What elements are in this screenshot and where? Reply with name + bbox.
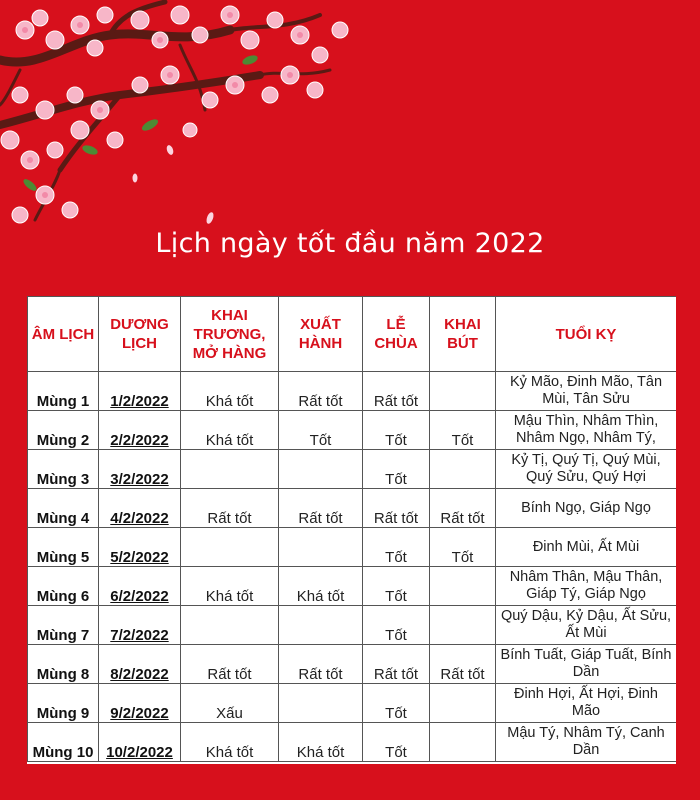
lunar-day-cell: Mùng 7: [28, 606, 99, 645]
table-row: [28, 450, 677, 489]
lucky-days-table-container: [27, 296, 676, 764]
xuat-hanh-cell: Tốt: [279, 411, 363, 450]
table-row: [28, 684, 677, 723]
le-chua-cell: Tốt: [363, 606, 430, 645]
le-chua-cell: Rất tốt: [363, 372, 430, 411]
lunar-day-cell: Mùng 3: [28, 450, 99, 489]
le-chua-cell: Tốt: [363, 567, 430, 606]
le-chua-cell: Rất tốt: [363, 645, 430, 684]
solar-date-cell: 7/2/2022: [99, 606, 181, 645]
tuoi-ky-cell: Bính Ngọ, Giáp Ngọ: [496, 489, 677, 528]
tuoi-ky-cell: Đinh Mùi, Ất Mùi: [496, 528, 677, 567]
khai-truong-cell: Khá tốt: [181, 723, 279, 762]
khai-but-cell: Rất tốt: [430, 645, 496, 684]
le-chua-cell: Tốt: [363, 528, 430, 567]
le-chua-cell: Tốt: [363, 684, 430, 723]
solar-date-cell: 1/2/2022: [99, 372, 181, 411]
xuat-hanh-cell: Rất tốt: [279, 645, 363, 684]
le-chua-cell: Tốt: [363, 450, 430, 489]
bottom-background-strip: [27, 764, 676, 800]
solar-date-cell: 8/2/2022: [99, 645, 181, 684]
khai-truong-cell: [181, 528, 279, 567]
table-row: [28, 723, 677, 762]
tuoi-ky-cell: Bính Tuất, Giáp Tuất, Bính Dần: [496, 645, 677, 684]
khai-but-cell: [430, 723, 496, 762]
solar-date-cell: 6/2/2022: [99, 567, 181, 606]
le-chua-cell: Rất tốt: [363, 489, 430, 528]
xuat-hanh-cell: Khá tốt: [279, 723, 363, 762]
lunar-day-cell: Mùng 8: [28, 645, 99, 684]
cherry-blossom-branch-illustration: [0, 0, 360, 240]
lunar-day-cell: Mùng 5: [28, 528, 99, 567]
header-khai-truong: KHAI TRƯƠNG, MỞ HÀNG: [181, 297, 279, 372]
lunar-day-cell: Mùng 2: [28, 411, 99, 450]
khai-truong-cell: [181, 606, 279, 645]
header-tuoi-ky: TUỔI KỴ: [496, 297, 677, 372]
table-row: [28, 411, 677, 450]
tuoi-ky-cell: Quý Dậu, Kỷ Dậu, Ất Sửu, Ất Mùi: [496, 606, 677, 645]
tuoi-ky-cell: Kỷ Mão, Đinh Mão, Tân Mùi, Tân Sửu: [496, 372, 677, 411]
table-row: [28, 567, 677, 606]
tuoi-ky-cell: Đinh Hợi, Ất Hợi, Đinh Mão: [496, 684, 677, 723]
xuat-hanh-cell: [279, 684, 363, 723]
table-row: [28, 645, 677, 684]
lunar-day-cell: Mùng 4: [28, 489, 99, 528]
lunar-day-cell: Mùng 1: [28, 372, 99, 411]
khai-truong-cell: Xấu: [181, 684, 279, 723]
xuat-hanh-cell: [279, 606, 363, 645]
khai-but-cell: Tốt: [430, 411, 496, 450]
le-chua-cell: Tốt: [363, 411, 430, 450]
xuat-hanh-cell: Khá tốt: [279, 567, 363, 606]
solar-date-cell: 5/2/2022: [99, 528, 181, 567]
tuoi-ky-cell: Nhâm Thân, Mậu Thân, Giáp Tý, Giáp Ngọ: [496, 567, 677, 606]
khai-truong-cell: Rất tốt: [181, 645, 279, 684]
khai-but-cell: [430, 606, 496, 645]
tuoi-ky-cell: Kỷ Tị, Quý Tị, Quý Mùi, Quý Sửu, Quý Hợi: [496, 450, 677, 489]
tuoi-ky-cell: Mậu Tý, Nhâm Tý, Canh Dần: [496, 723, 677, 762]
header-xuat-hanh: XUẤT HÀNH: [279, 297, 363, 372]
xuat-hanh-cell: [279, 528, 363, 567]
xuat-hanh-cell: Rất tốt: [279, 372, 363, 411]
lunar-day-cell: Mùng 6: [28, 567, 99, 606]
khai-but-cell: [430, 372, 496, 411]
table-row: [28, 489, 677, 528]
header-am-lich: ÂM LỊCH: [28, 297, 99, 372]
khai-but-cell: Rất tốt: [430, 489, 496, 528]
le-chua-cell: Tốt: [363, 723, 430, 762]
khai-but-cell: [430, 567, 496, 606]
khai-truong-cell: Khá tốt: [181, 411, 279, 450]
khai-truong-cell: Rất tốt: [181, 489, 279, 528]
table-row: [28, 372, 677, 411]
lunar-day-cell: Mùng 9: [28, 684, 99, 723]
table-row: [28, 606, 677, 645]
khai-truong-cell: Khá tốt: [181, 372, 279, 411]
header-le-chua: LỄ CHÙA: [363, 297, 430, 372]
solar-date-cell: 2/2/2022: [99, 411, 181, 450]
table-row: [28, 528, 677, 567]
xuat-hanh-cell: Rất tốt: [279, 489, 363, 528]
page-title: Lịch ngày tốt đầu năm 2022: [155, 228, 545, 259]
khai-but-cell: Tốt: [430, 528, 496, 567]
xuat-hanh-cell: [279, 450, 363, 489]
solar-date-cell: 3/2/2022: [99, 450, 181, 489]
tuoi-ky-cell: Mậu Thìn, Nhâm Thìn, Nhâm Ngọ, Nhâm Tý,: [496, 411, 677, 450]
header-duong-lich: DƯƠNG LỊCH: [99, 297, 181, 372]
table-header-row: [28, 297, 677, 372]
khai-truong-cell: Khá tốt: [181, 567, 279, 606]
khai-but-cell: [430, 450, 496, 489]
solar-date-cell: 9/2/2022: [99, 684, 181, 723]
lucky-days-table: [27, 296, 676, 762]
header-khai-but: KHAI BÚT: [430, 297, 496, 372]
lunar-day-cell: Mùng 10: [28, 723, 99, 762]
khai-but-cell: [430, 684, 496, 723]
solar-date-cell: 4/2/2022: [99, 489, 181, 528]
solar-date-cell: 10/2/2022: [99, 723, 181, 762]
khai-truong-cell: [181, 450, 279, 489]
